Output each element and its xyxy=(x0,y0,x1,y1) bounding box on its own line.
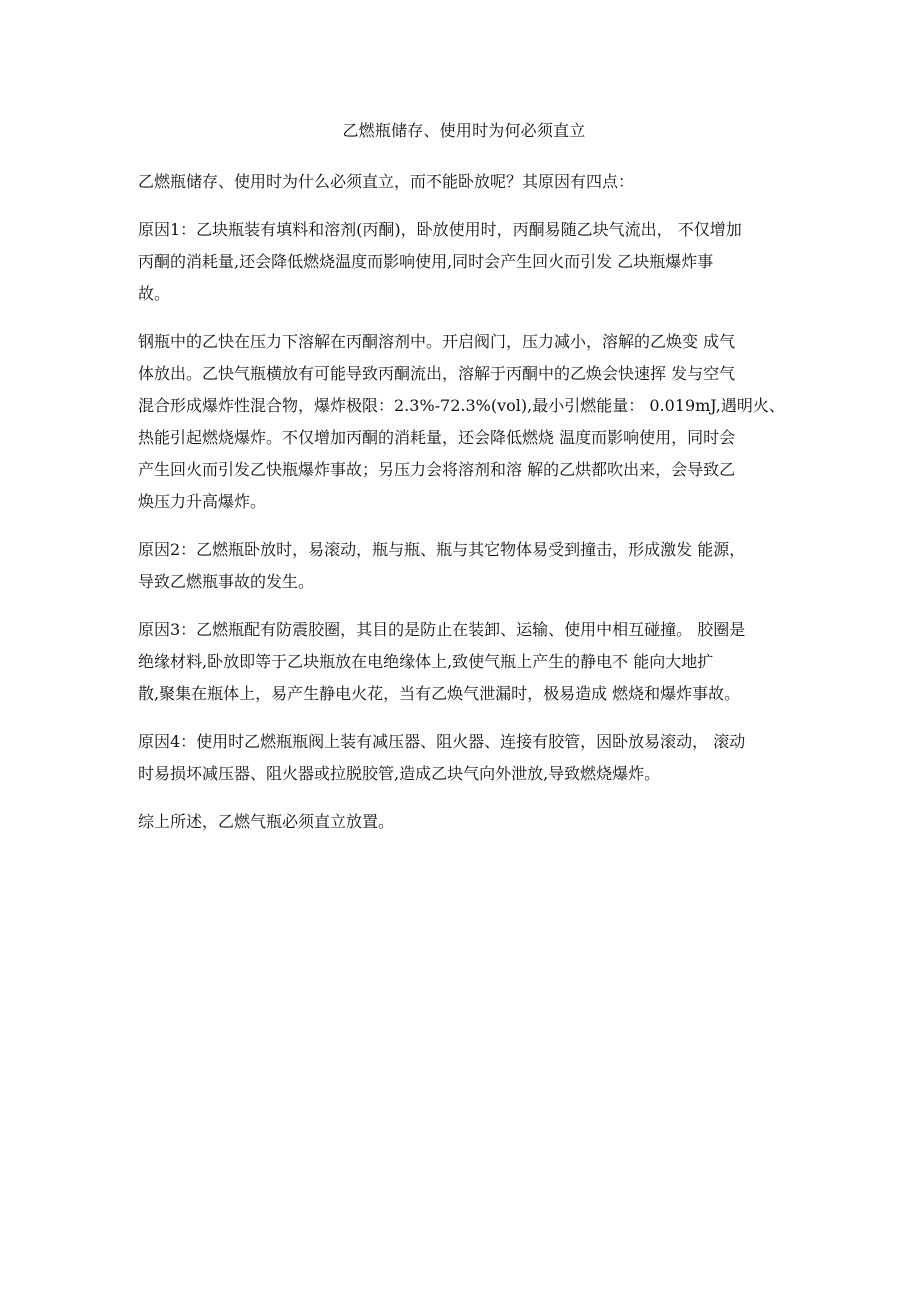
intro-paragraph xyxy=(138,166,790,198)
paragraph-line: 混合形成爆炸性混合物，爆炸极限：2.3%-72.3%(vol),最小引燃能量： 0.019mJ,遇明火、 xyxy=(138,396,785,415)
conclusion-paragraph xyxy=(138,806,790,838)
paragraph-line: 时易损坏减压器、阻火器或拉脱胶管,造成乙块气向外泄放,导致燃烧爆炸。 xyxy=(138,764,661,783)
paragraph-line: 原因2：乙燃瓶卧放时，易滚动，瓶与瓶、瓶与其它物体易受到撞击，形成激发 能源， xyxy=(138,540,746,559)
paragraph-line: 散,聚集在瓶体上，易产生静电火花，当有乙焕气泄漏时，极易造成 燃烧和爆炸事故。 xyxy=(138,684,741,703)
paragraph-line: 导致乙燃瓶事故的发生。 xyxy=(138,572,315,591)
paragraph-line: 原因3：乙燃瓶配有防震胶圈，其目的是防止在装卸、运输、使用中相互碰撞。 胶圈是 xyxy=(138,620,746,639)
paragraph-line: 热能引起燃烧爆炸。不仅增加丙酮的消耗量，还会降低燃烧 温度而影响使用，同时会 xyxy=(138,428,736,447)
paragraph-line: 故。 xyxy=(138,284,171,303)
paragraph-line: 体放出。乙快气瓶横放有可能导致丙酮流出，溶解于丙酮中的乙焕会快速挥 发与空气 xyxy=(138,364,736,383)
paragraph-line: 原因4：使用时乙燃瓶瓶阀上装有减压器、阻火器、连接有胶管，因卧放易滚动， 滚动 xyxy=(138,732,746,751)
paragraph-line: 钢瓶中的乙快在压力下溶解在丙酮溶剂中。开启阀门，压力减小，溶解的乙焕变 成气 xyxy=(138,332,736,351)
reason-1-paragraph xyxy=(138,214,790,310)
reason-4-paragraph xyxy=(138,726,790,790)
paragraph-line: 焕压力升高爆炸。 xyxy=(138,492,267,511)
paragraph-line: 产生回火而引发乙快瓶爆炸事故；另压力会将溶剂和溶 解的乙烘都吹出来，会导致乙 xyxy=(138,460,736,479)
cylinder-explanation-paragraph xyxy=(138,326,790,518)
paragraph-line: 综上所述，乙燃气瓶必须直立放置。 xyxy=(138,812,395,831)
document-body xyxy=(138,120,790,854)
paragraph-line: 乙燃瓶储存、使用时为什么必须直立，而不能卧放呢？其原因有四点： xyxy=(138,172,635,191)
paragraph-line: 原因1：乙块瓶装有填料和溶剂(丙酮)，卧放使用时，丙酮易随乙块气流出， 不仅增加 xyxy=(138,220,742,239)
document-title: 乙燃瓶储存、使用时为何必须直立 xyxy=(342,121,586,140)
paragraph-line: 丙酮的消耗量,还会降低燃烧温度而影响使用,同时会产生回火而引发 乙块瓶爆炸事 xyxy=(138,252,714,271)
reason-3-paragraph xyxy=(138,614,790,710)
paragraph-line: 绝缘材料,卧放即等于乙块瓶放在电绝缘体上,致使气瓶上产生的静电不 能向大地扩 xyxy=(138,652,714,671)
reason-2-paragraph xyxy=(138,534,790,598)
